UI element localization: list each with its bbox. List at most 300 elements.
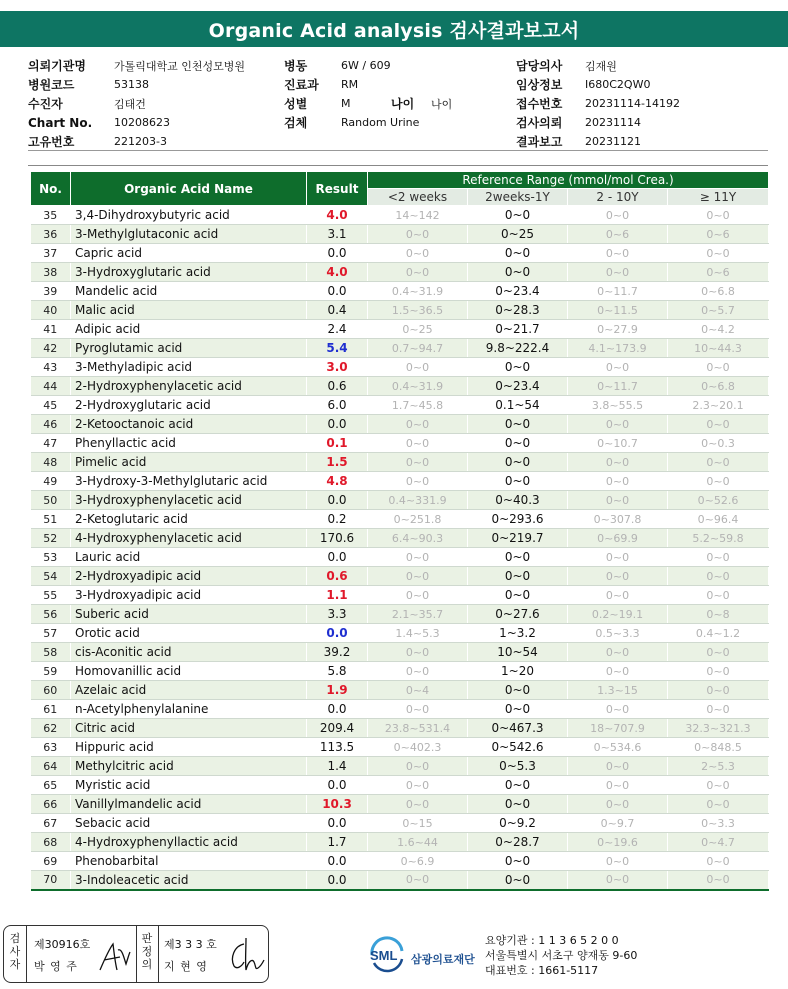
row-no: 43 xyxy=(31,358,71,377)
row-no: 56 xyxy=(31,605,71,624)
table-row xyxy=(31,339,769,358)
row-name: 2-Ketooctanoic acid xyxy=(71,415,307,434)
row-ref-2w-1y: 1~3.2 xyxy=(468,624,568,643)
row-name: 2-Hydroxyphenylacetic acid xyxy=(71,377,307,396)
row-ref-2w-1y: 0~0 xyxy=(468,453,568,472)
row-ref-lt2w: 0.4~331.9 xyxy=(368,491,468,510)
row-no: 67 xyxy=(31,814,71,833)
row-ref-2w-1y: 0~0 xyxy=(468,434,568,453)
row-name: 2-Ketoglutaric acid xyxy=(71,510,307,529)
row-ref-2-10y: 0~0 xyxy=(568,415,668,434)
row-result: 1.4 xyxy=(307,757,368,776)
row-ref-2w-1y: 0~0 xyxy=(468,358,568,377)
row-result: 0.0 xyxy=(307,700,368,719)
table-row xyxy=(31,567,769,586)
table-row xyxy=(31,757,769,776)
row-ref-2w-1y: 0~0 xyxy=(468,472,568,491)
row-name: Phenyllactic acid xyxy=(71,434,307,453)
row-no: 48 xyxy=(31,453,71,472)
footer xyxy=(0,920,788,989)
row-result: 0.0 xyxy=(307,814,368,833)
row-result: 10.3 xyxy=(307,795,368,814)
row-ref-lt2w: 0~0 xyxy=(368,453,468,472)
row-result: 0.0 xyxy=(307,871,368,890)
row-no: 47 xyxy=(31,434,71,453)
row-ref-2w-1y: 0~0 xyxy=(468,700,568,719)
reviewer-label: 판정의 xyxy=(141,932,153,971)
table-row xyxy=(31,320,769,339)
row-result: 5.4 xyxy=(307,339,368,358)
row-name: Pyroglutamic acid xyxy=(71,339,307,358)
row-ref-lt2w: 0~0 xyxy=(368,434,468,453)
row-ref-2w-1y: 0~0 xyxy=(468,206,568,225)
row-name: 2-Hydroxyadipic acid xyxy=(71,567,307,586)
examinee-value: 김태건 xyxy=(114,97,146,111)
row-ref-ge11y: 0~0 xyxy=(668,681,769,700)
hospital-code-label: 병원코드 xyxy=(28,78,75,92)
row-ref-2-10y: 0.2~19.1 xyxy=(568,605,668,624)
row-ref-lt2w: 0~15 xyxy=(368,814,468,833)
unique-label: 고유번호 xyxy=(28,135,75,149)
row-ref-ge11y: 0~52.6 xyxy=(668,491,769,510)
row-name: Lauric acid xyxy=(71,548,307,567)
row-ref-2-10y: 0~0 xyxy=(568,795,668,814)
row-ref-2w-1y: 0~0 xyxy=(468,871,568,890)
table-row xyxy=(31,396,769,415)
row-ref-lt2w: 0~0 xyxy=(368,795,468,814)
row-ref-lt2w: 0~251.8 xyxy=(368,510,468,529)
table-row xyxy=(31,681,769,700)
row-ref-2w-1y: 0.1~54 xyxy=(468,396,568,415)
row-name: 3-Indoleacetic acid xyxy=(71,871,307,890)
row-ref-2-10y: 0~0 xyxy=(568,358,668,377)
row-result: 0.2 xyxy=(307,510,368,529)
table-row xyxy=(31,282,769,301)
row-name: Citric acid xyxy=(71,719,307,738)
table-row xyxy=(31,643,769,662)
row-ref-2-10y: 0~0 xyxy=(568,453,668,472)
row-ref-lt2w: 1.5~36.5 xyxy=(368,301,468,320)
row-no: 63 xyxy=(31,738,71,757)
table-row xyxy=(31,700,769,719)
row-ref-2w-1y: 0~0 xyxy=(468,244,568,263)
foundation-name: 삼광의료재단 xyxy=(411,953,475,966)
address: 서울특별시 서초구 양재동 9-60 xyxy=(485,949,638,962)
row-ref-ge11y: 0~0 xyxy=(668,453,769,472)
row-ref-lt2w: 0~6.9 xyxy=(368,852,468,871)
row-ref-2w-1y: 0~9.2 xyxy=(468,814,568,833)
row-ref-ge11y: 0.4~1.2 xyxy=(668,624,769,643)
table-row xyxy=(31,415,769,434)
row-ref-2w-1y: 0~5.3 xyxy=(468,757,568,776)
row-ref-2w-1y: 0~28.3 xyxy=(468,301,568,320)
table-row xyxy=(31,510,769,529)
row-no: 44 xyxy=(31,377,71,396)
row-no: 55 xyxy=(31,586,71,605)
row-ref-lt2w: 0.4~31.9 xyxy=(368,377,468,396)
table-row xyxy=(31,833,769,852)
institution-value: 가톨릭대학교 인천성모병원 xyxy=(114,59,246,73)
row-ref-2-10y: 18~707.9 xyxy=(568,719,668,738)
sml-logo-icon xyxy=(366,933,408,973)
row-result: 3.3 xyxy=(307,605,368,624)
row-ref-2w-1y: 0~219.7 xyxy=(468,529,568,548)
patient-info xyxy=(28,56,768,152)
row-no: 58 xyxy=(31,643,71,662)
row-ref-lt2w: 14~142 xyxy=(368,206,468,225)
row-result: 0.0 xyxy=(307,244,368,263)
row-ref-ge11y: 5.2~59.8 xyxy=(668,529,769,548)
row-ref-ge11y: 0~3.3 xyxy=(668,814,769,833)
row-result: 0.1 xyxy=(307,434,368,453)
row-result: 113.5 xyxy=(307,738,368,757)
table-row xyxy=(31,548,769,567)
divider xyxy=(28,150,768,151)
row-ref-ge11y: 0~6 xyxy=(668,225,769,244)
row-result: 4.8 xyxy=(307,472,368,491)
row-ref-2-10y: 0~0 xyxy=(568,491,668,510)
row-ref-ge11y: 2.3~20.1 xyxy=(668,396,769,415)
table-row xyxy=(31,434,769,453)
row-result: 3.0 xyxy=(307,358,368,377)
row-ref-2w-1y: 0~467.3 xyxy=(468,719,568,738)
reviewer-name: 지 현 영 xyxy=(164,960,208,973)
row-result: 0.0 xyxy=(307,852,368,871)
table-row xyxy=(31,795,769,814)
request-label: 검사의뢰 xyxy=(516,116,563,130)
dept-value: RM xyxy=(341,78,359,91)
row-ref-2-10y: 0~0 xyxy=(568,263,668,282)
row-ref-lt2w: 0~0 xyxy=(368,472,468,491)
examinee-label: 수진자 xyxy=(28,97,63,111)
row-name: 2-Hydroxyglutaric acid xyxy=(71,396,307,415)
row-name: Azelaic acid xyxy=(71,681,307,700)
row-ref-2-10y: 0~534.6 xyxy=(568,738,668,757)
table-row xyxy=(31,586,769,605)
table-row xyxy=(31,301,769,320)
row-ref-lt2w: 23.8~531.4 xyxy=(368,719,468,738)
row-name: Vanillylmandelic acid xyxy=(71,795,307,814)
row-ref-ge11y: 32.3~321.3 xyxy=(668,719,769,738)
row-ref-ge11y: 0~0 xyxy=(668,206,769,225)
row-name: Orotic acid xyxy=(71,624,307,643)
row-ref-lt2w: 0~0 xyxy=(368,662,468,681)
row-result: 0.6 xyxy=(307,377,368,396)
row-ref-lt2w: 0~0 xyxy=(368,415,468,434)
table-row xyxy=(31,871,769,890)
row-ref-lt2w: 0~0 xyxy=(368,567,468,586)
receipt-value: 20231114-14192 xyxy=(585,97,680,110)
row-name: 3-Hydroxyphenylacetic acid xyxy=(71,491,307,510)
chart-value: 10208623 xyxy=(114,116,170,129)
signature-box xyxy=(3,925,269,983)
row-name: 3-Hydroxyglutaric acid xyxy=(71,263,307,282)
agency-code: 요양기관 : 1 1 3 6 5 2 0 0 xyxy=(485,934,619,947)
receipt-label: 접수번호 xyxy=(516,97,563,111)
row-ref-ge11y: 0~4.7 xyxy=(668,833,769,852)
row-ref-2w-1y: 10~54 xyxy=(468,643,568,662)
row-no: 41 xyxy=(31,320,71,339)
row-ref-lt2w: 0~402.3 xyxy=(368,738,468,757)
table-row xyxy=(31,358,769,377)
sex-value: M xyxy=(341,97,351,110)
row-result: 39.2 xyxy=(307,643,368,662)
row-no: 64 xyxy=(31,757,71,776)
hospital-code-value: 53138 xyxy=(114,78,149,91)
row-no: 37 xyxy=(31,244,71,263)
row-no: 46 xyxy=(31,415,71,434)
row-ref-lt2w: 0~0 xyxy=(368,700,468,719)
row-ref-ge11y: 0~0 xyxy=(668,244,769,263)
row-no: 54 xyxy=(31,567,71,586)
row-no: 59 xyxy=(31,662,71,681)
table-row xyxy=(31,244,769,263)
row-ref-ge11y: 0~0 xyxy=(668,548,769,567)
table-row xyxy=(31,491,769,510)
row-no: 51 xyxy=(31,510,71,529)
row-ref-ge11y: 0~0 xyxy=(668,852,769,871)
row-no: 69 xyxy=(31,852,71,871)
row-ref-2-10y: 0~27.9 xyxy=(568,320,668,339)
row-result: 0.0 xyxy=(307,624,368,643)
row-ref-2-10y: 0~0 xyxy=(568,852,668,871)
row-name: 3-Hydroxyadipic acid xyxy=(71,586,307,605)
row-name: Malic acid xyxy=(71,301,307,320)
row-ref-2-10y: 0~0 xyxy=(568,206,668,225)
row-ref-2-10y: 0~0 xyxy=(568,757,668,776)
row-ref-ge11y: 0~8 xyxy=(668,605,769,624)
table-row xyxy=(31,605,769,624)
row-ref-2w-1y: 0~0 xyxy=(468,567,568,586)
row-name: 3-Methylglutaconic acid xyxy=(71,225,307,244)
row-ref-ge11y: 0~6 xyxy=(668,263,769,282)
col-no-header: No. xyxy=(31,172,71,206)
row-ref-2-10y: 0.5~3.3 xyxy=(568,624,668,643)
row-ref-lt2w: 0~0 xyxy=(368,586,468,605)
table-row xyxy=(31,624,769,643)
row-name: Adipic acid xyxy=(71,320,307,339)
table-row xyxy=(31,814,769,833)
table-row xyxy=(31,377,769,396)
row-ref-lt2w: 0~0 xyxy=(368,871,468,890)
row-name: Suberic acid xyxy=(71,605,307,624)
row-no: 36 xyxy=(31,225,71,244)
row-name: Myristic acid xyxy=(71,776,307,795)
row-ref-ge11y: 0~0 xyxy=(668,662,769,681)
row-ref-2w-1y: 0~28.7 xyxy=(468,833,568,852)
row-no: 70 xyxy=(31,871,71,890)
row-ref-2-10y: 0~0 xyxy=(568,700,668,719)
table-row xyxy=(31,662,769,681)
row-name: Pimelic acid xyxy=(71,453,307,472)
row-ref-lt2w: 0~25 xyxy=(368,320,468,339)
row-result: 0.0 xyxy=(307,415,368,434)
row-no: 40 xyxy=(31,301,71,320)
row-result: 0.0 xyxy=(307,548,368,567)
col-r2-header: 2weeks-1Y xyxy=(468,189,568,206)
table-row xyxy=(31,472,769,491)
row-result: 0.0 xyxy=(307,282,368,301)
row-ref-lt2w: 0.4~31.9 xyxy=(368,282,468,301)
report-label: 결과보고 xyxy=(516,135,563,149)
age-value: 나이 xyxy=(431,97,453,111)
divider xyxy=(28,165,768,166)
report-value: 20231121 xyxy=(585,135,641,148)
row-no: 42 xyxy=(31,339,71,358)
row-no: 60 xyxy=(31,681,71,700)
row-result: 4.0 xyxy=(307,263,368,282)
row-ref-2-10y: 0~19.6 xyxy=(568,833,668,852)
row-name: 3-Methyladipic acid xyxy=(71,358,307,377)
row-ref-ge11y: 0~4.2 xyxy=(668,320,769,339)
row-ref-2w-1y: 0~0 xyxy=(468,776,568,795)
row-ref-2-10y: 4.1~173.9 xyxy=(568,339,668,358)
sex-label: 성별 xyxy=(284,97,308,111)
examiner-signature-icon xyxy=(96,940,132,974)
row-ref-lt2w: 0~0 xyxy=(368,263,468,282)
row-no: 57 xyxy=(31,624,71,643)
row-result: 209.4 xyxy=(307,719,368,738)
specimen-label: 검체 xyxy=(284,116,308,130)
row-ref-ge11y: 0~0 xyxy=(668,472,769,491)
clinical-value: I680C2QW0 xyxy=(585,78,651,91)
table-row xyxy=(31,263,769,282)
examiner-license: 제30916호 xyxy=(34,938,91,951)
row-ref-ge11y: 0~0 xyxy=(668,871,769,890)
row-ref-ge11y: 0~848.5 xyxy=(668,738,769,757)
table-row xyxy=(31,852,769,871)
row-name: Capric acid xyxy=(71,244,307,263)
row-no: 61 xyxy=(31,700,71,719)
row-no: 35 xyxy=(31,206,71,225)
row-result: 0.0 xyxy=(307,491,368,510)
row-ref-ge11y: 0~0 xyxy=(668,415,769,434)
row-ref-2w-1y: 0~0 xyxy=(468,415,568,434)
row-ref-ge11y: 0~0 xyxy=(668,700,769,719)
row-ref-2w-1y: 0~0 xyxy=(468,681,568,700)
row-ref-ge11y: 0~5.7 xyxy=(668,301,769,320)
row-ref-2-10y: 0~0 xyxy=(568,586,668,605)
age-label: 나이 xyxy=(391,97,415,111)
request-value: 20231114 xyxy=(585,116,641,129)
row-ref-ge11y: 0~0 xyxy=(668,586,769,605)
table-row xyxy=(31,225,769,244)
row-name: 4-Hydroxyphenyllactic acid xyxy=(71,833,307,852)
row-name: Hippuric acid xyxy=(71,738,307,757)
row-ref-2-10y: 0~0 xyxy=(568,472,668,491)
row-ref-lt2w: 0.7~94.7 xyxy=(368,339,468,358)
table-row xyxy=(31,206,769,225)
row-ref-2-10y: 0~0 xyxy=(568,244,668,263)
examiner-label: 검사자 xyxy=(9,932,21,971)
row-ref-2w-1y: 0~27.6 xyxy=(468,605,568,624)
row-result: 1.9 xyxy=(307,681,368,700)
row-no: 65 xyxy=(31,776,71,795)
row-ref-ge11y: 0~0.3 xyxy=(668,434,769,453)
row-no: 53 xyxy=(31,548,71,567)
row-ref-2w-1y: 0~0 xyxy=(468,263,568,282)
row-ref-2w-1y: 0~25 xyxy=(468,225,568,244)
row-ref-ge11y: 10~44.3 xyxy=(668,339,769,358)
row-no: 39 xyxy=(31,282,71,301)
row-no: 38 xyxy=(31,263,71,282)
row-no: 52 xyxy=(31,529,71,548)
row-ref-ge11y: 0~0 xyxy=(668,643,769,662)
row-no: 50 xyxy=(31,491,71,510)
row-ref-2-10y: 0~0 xyxy=(568,662,668,681)
row-no: 68 xyxy=(31,833,71,852)
row-ref-lt2w: 0~0 xyxy=(368,225,468,244)
row-ref-2w-1y: 0~23.4 xyxy=(468,282,568,301)
row-ref-lt2w: 0~0 xyxy=(368,358,468,377)
row-ref-2w-1y: 1~20 xyxy=(468,662,568,681)
row-ref-2-10y: 0~11.7 xyxy=(568,282,668,301)
row-name: 3-Hydroxy-3-Methylglutaric acid xyxy=(71,472,307,491)
col-r4-header: ≥ 11Y xyxy=(668,189,769,206)
row-ref-2-10y: 0~11.5 xyxy=(568,301,668,320)
row-result: 0.4 xyxy=(307,301,368,320)
contact-info xyxy=(485,933,637,978)
row-ref-2w-1y: 0~0 xyxy=(468,548,568,567)
row-ref-ge11y: 0~6.8 xyxy=(668,377,769,396)
row-ref-lt2w: 1.6~44 xyxy=(368,833,468,852)
table-row xyxy=(31,453,769,472)
row-ref-lt2w: 1.7~45.8 xyxy=(368,396,468,415)
doctor-value: 김재원 xyxy=(585,59,617,73)
row-ref-2-10y: 0~6 xyxy=(568,225,668,244)
row-ref-2-10y: 1.3~15 xyxy=(568,681,668,700)
chart-label: Chart No. xyxy=(28,115,93,130)
row-ref-2-10y: 0~307.8 xyxy=(568,510,668,529)
row-ref-2-10y: 0~10.7 xyxy=(568,434,668,453)
row-result: 3.1 xyxy=(307,225,368,244)
row-ref-lt2w: 2.1~35.7 xyxy=(368,605,468,624)
row-ref-lt2w: 0~0 xyxy=(368,244,468,263)
institution-label: 의뢰기관명 xyxy=(28,59,86,73)
row-name: Homovanillic acid xyxy=(71,662,307,681)
row-name: 3,4-Dihydroxybutyric acid xyxy=(71,206,307,225)
table-row xyxy=(31,738,769,757)
row-ref-2w-1y: 0~40.3 xyxy=(468,491,568,510)
col-r3-header: 2 - 10Y xyxy=(568,189,668,206)
row-ref-ge11y: 0~6.8 xyxy=(668,282,769,301)
row-ref-2w-1y: 0~21.7 xyxy=(468,320,568,339)
clinical-label: 임상정보 xyxy=(516,78,563,92)
row-no: 45 xyxy=(31,396,71,415)
row-name: 4-Hydroxyphenylacetic acid xyxy=(71,529,307,548)
row-no: 62 xyxy=(31,719,71,738)
row-ref-2-10y: 0~9.7 xyxy=(568,814,668,833)
table-row xyxy=(31,776,769,795)
row-ref-lt2w: 0~4 xyxy=(368,681,468,700)
row-name: Mandelic acid xyxy=(71,282,307,301)
row-ref-ge11y: 2~5.3 xyxy=(668,757,769,776)
row-ref-2w-1y: 0~23.4 xyxy=(468,377,568,396)
row-name: Phenobarbital xyxy=(71,852,307,871)
row-no: 49 xyxy=(31,472,71,491)
row-ref-2-10y: 0~0 xyxy=(568,871,668,890)
row-ref-2-10y: 0~11.7 xyxy=(568,377,668,396)
col-name-header: Organic Acid Name xyxy=(71,172,307,206)
row-name: Sebacic acid xyxy=(71,814,307,833)
dept-label: 진료과 xyxy=(284,78,319,92)
row-ref-2-10y: 0~0 xyxy=(568,567,668,586)
row-ref-2-10y: 0~0 xyxy=(568,548,668,567)
row-result: 1.7 xyxy=(307,833,368,852)
reviewer-license: 제3 3 3 호 xyxy=(164,938,217,951)
col-result-header: Result xyxy=(307,172,368,206)
row-ref-2-10y: 3.8~55.5 xyxy=(568,396,668,415)
